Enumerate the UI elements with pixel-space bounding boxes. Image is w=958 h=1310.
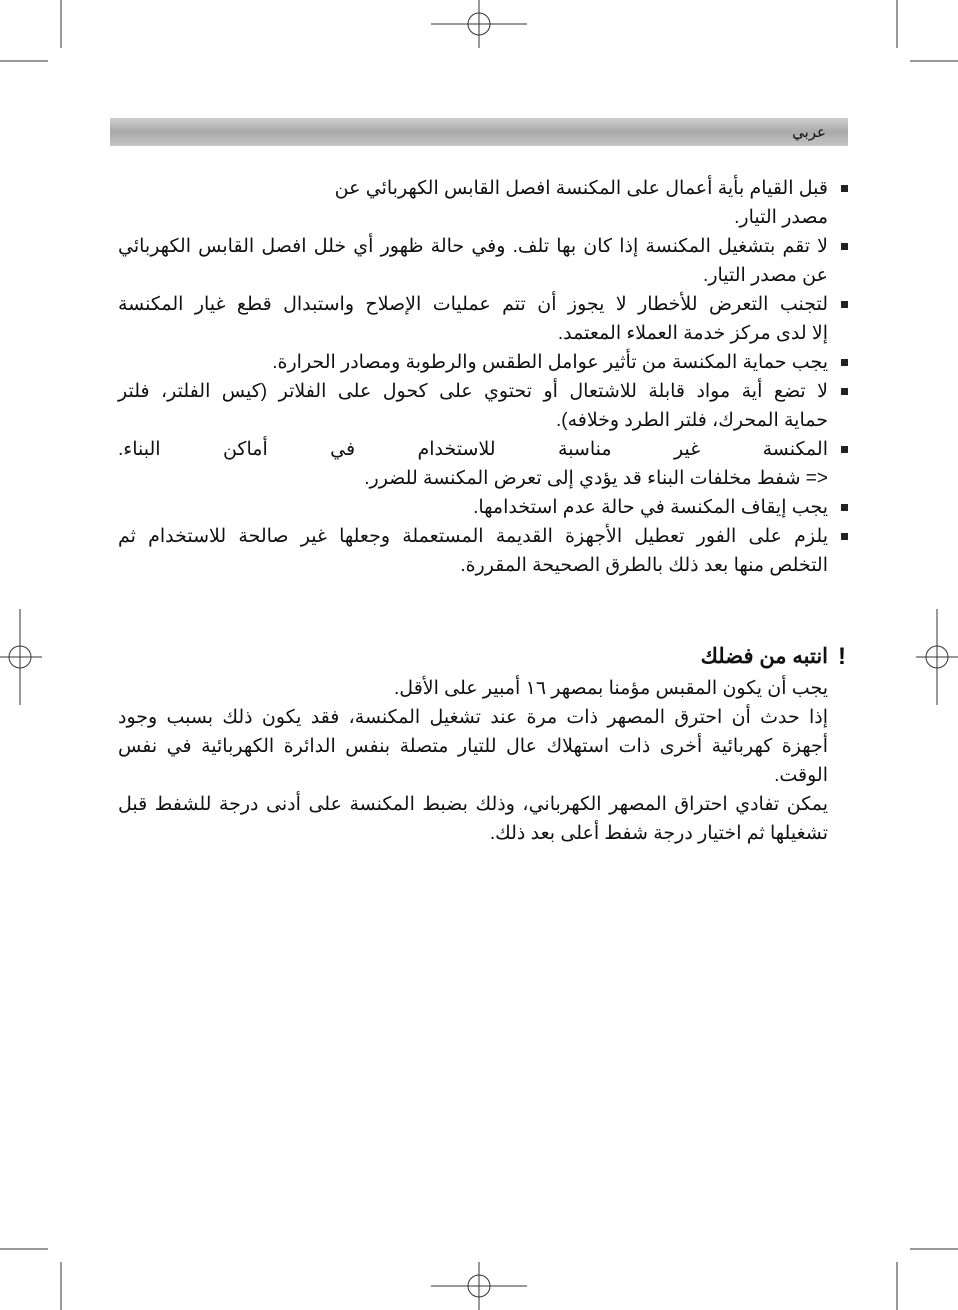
notice-title [118,640,846,674]
bullet-icon [841,533,848,540]
notice-paragraph [118,674,828,703]
bullet-item [118,232,828,290]
text-line: عن مصدر التيار. [703,265,828,286]
section-header-bar [110,118,848,146]
text-line: إلا لدى مركز خدمة العملاء المعتمد. [557,323,828,344]
bullet-icon [841,301,848,308]
safety-bullet-list [118,174,828,580]
bullet-item [118,435,828,493]
text-line: يجب حماية المكنسة من تأثير عوامل الطقس والرطوبة ومصادر الحرارة. [272,352,828,373]
text-line: إذا حدث أن احترق المصهر ذات مرة عند تشغيل المكنسة، فقد يكون ذلك بسبب وجود [118,707,828,728]
exclamation-icon: ! [838,643,846,670]
text-line: لا تضع أية مواد قابلة للاشتعال أو تحتوي على كحول على الفلاتر (كيس الفلتر، فلتر [118,381,828,402]
bullet-icon [841,243,848,250]
text-line: حماية المحرك، فلتر الطرد وخلافه). [555,410,828,431]
bullet-item [118,493,828,522]
bullet-icon [841,446,848,453]
notice-title-text: انتبه من فضلك [700,645,828,668]
notice-paragraph [118,703,828,790]
bullet-icon [841,504,848,511]
text-line: التخلص منها بعد ذلك بالطرق الصحيحة المقررة. [460,555,828,576]
text-line: المكنسة غير مناسبة للاستخدام في أماكن البناء. [118,439,828,460]
text-line: مصدر التيار. [734,207,828,228]
text-line: لتجنب التعرض للأخطار لا يجوز أن تتم عمليات الإصلاح واستبدال قطع غيار المكنسة [118,294,828,315]
text-line: يجب أن يكون المقبس مؤمنا بمصهر ١٦ أمبير على الأقل. [394,678,828,699]
bullet-icon [841,388,848,395]
text-line: <= شفط مخلفات البناء قد يؤدي إلى تعرض المكنسة للضرر. [364,468,828,489]
bullet-item [118,174,828,232]
language-label: عربي [792,124,826,141]
text-line: يلزم على الفور تعطيل الأجهزة القديمة المستعملة وجعلها غير صالحة للاستخدام ثم [118,526,828,547]
bullet-item [118,377,828,435]
bullet-item [118,290,828,348]
notice-paragraph [118,790,828,848]
notice-section [118,640,846,848]
bullet-icon [841,359,848,366]
bullet-item [118,522,828,580]
text-line: الوقت. [774,765,828,786]
text-line: قبل القيام بأية أعمال على المكنسة افصل القابس الكهربائي عن [334,178,828,199]
text-line: أجهزة كهربائية أخرى ذات استهلاك عال للتيار متصلة بنفس الدائرة الكهربائية في نفس [118,736,828,757]
text-line: لا تقم بتشغيل المكنسة إذا كان بها تلف. وفي حالة ظهور أي خلل افصل القابس الكهربائي [118,236,828,257]
text-line: يمكن تفادي احتراق المصهر الكهرباني، وذلك بضبط المكنسة على أدنى درجة للشفط قبل [118,794,828,815]
bullet-icon [841,185,848,192]
text-line: يجب إيقاف المكنسة في حالة عدم استخدامها. [473,497,828,518]
text-line: تشغيلها ثم اختيار درجة شفط أعلى بعد ذلك. [489,823,828,844]
bullet-item [118,348,828,377]
